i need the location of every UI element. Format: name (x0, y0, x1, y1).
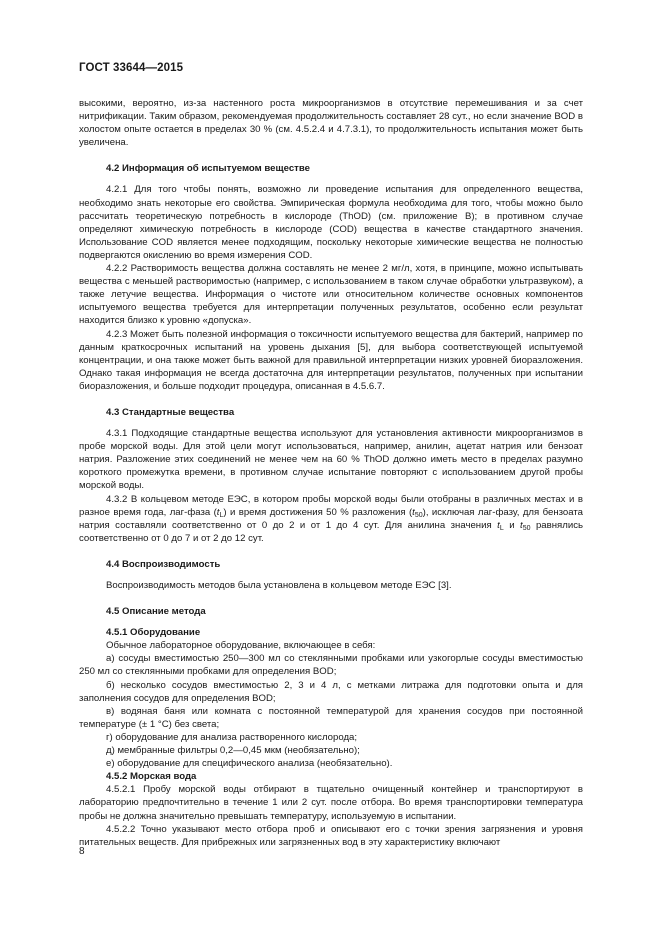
section-heading-4-5: 4.5 Описание метода (106, 606, 206, 618)
document-body (79, 97, 583, 849)
paragraph-4-3-1: 4.3.1 Подходящие стандартные вещества используют для установления активности микроорганизмов в пробе морской воды. Для этой цели могут использоваться, например, анилин, ацетат натрия или бензоат натрия. Разложение этих соединений не менее чем на 60 % ThOD должно иметь место в пределах разумно короткого промежутка времени, в противном случае испытание повторяют с использованием другой пробы морской воды. (79, 428, 583, 492)
list-item-v: в) водяная баня или комната с постоянной температурой для хранения сосудов при постоянной температуре (± 1 °С) без света; (79, 705, 583, 730)
subsection-heading-4-5-2: 4.5.2 Морская вода (106, 771, 197, 783)
paragraph-4-5-2-2: 4.5.2.2 Точно указывают место отбора проб и описывают его с точки зрения загрязнения и уровня питательных веществ. Для прибрежных или загрязненных вод в эту характеристику включают (79, 823, 583, 848)
page-number: 8 (79, 846, 85, 857)
section-heading-4-4: 4.4 Воспроизводимость (106, 558, 221, 570)
paragraph-equipment-intro: Обычное лабораторное оборудование, включающее в себя: (106, 640, 376, 652)
paragraph-4-2-1: 4.2.1 Для того чтобы понять, возможно ли проведение испытания для определенного вещества, необходимо знать некоторые его свойства. Эмпирическая формула необходима для того, чтобы можно было рассчитать теоретическую потребность в кислороде (ThOD) (см. приложение В); в противном случае определяют химическую потребность в кислороде (COD) вещества в качестве стандартного значения. Использование COD является менее подходящим, поскольку некоторые химические вещества не полностью подвергаются окислению во время измерения COD. (79, 184, 583, 261)
list-item-a: а) сосуды вместимостью 250—300 мл со стеклянными пробками или узкогорлые сосуды вместимостью 250 мл со стеклянными пробками для определения BOD; (79, 653, 583, 678)
section-heading-4-2: 4.2 Информация об испытуемом веществе (106, 163, 310, 175)
list-item-g: г) оборудование для анализа растворенного кислорода; (106, 731, 358, 743)
list-item-b: б) несколько сосудов вместимостью 2, 3 и 4 л, с метками литража для подготовки опыта и для заполнения сосудов для определения BOD; (79, 679, 583, 704)
list-item-e: е) оборудование для специфического анализа (необязательно). (106, 758, 393, 770)
paragraph-4-2-2: 4.2.2 Растворимость вещества должна составлять не менее 2 мг/л, хотя, в принципе, можно испытывать вещества с меньшей растворимостью (например, с использованием в таком случае обработки ультразвуком), а также летучие вещества. Информация о чистоте или относительном количестве основных компонентов испытуемого вещества требуется для интерпретации полученных результатов, особенно если результат находится близко к уровню «допуска». (79, 263, 583, 327)
section-heading-4-3: 4.3 Стандартные вещества (106, 406, 235, 418)
paragraph-4-4: Воспроизводимость методов была установлена в кольцевом методе ЕЭС [3]. (106, 580, 452, 591)
paragraph-4-2-3: 4.2.3 Может быть полезной информация о токсичности испытуемого вещества для бактерий, например по данным краткосрочных испытаний на уровень дыхания [5], для выбора соответствующей испытуемой концентрации, и она также может быть важной для правильной интерпретации низких уровней биоразложения. Однако такая информация не всегда достаточна для интерпретации результатов, полученных при испытании биоразложения, и больше подходит процедура, описанная в 4.5.6.7. (79, 328, 583, 392)
paragraph-4-3-2: 4.3.2 В кольцевом методе ЕЭС, в котором пробы морской воды были отобраны в различных местах и в разное время года, лаг-фаза $(t_L)$ и время достижения 50 % разложения $(t_{50})$, исключая лаг-фазу, для бензоата натрия составляли соответственно от 0 до 2 и от 1 до 4 сут. Для анилина значения $t_L$ и $t_{50}$ равнялись соответственно от 0 до 7 и от 2 до 12 сут. (79, 493, 584, 544)
list-item-d: д) мембранные фильтры 0,2—0,45 мкм (необязательно); (106, 745, 360, 757)
paragraph-continuation: высокими, вероятно, из-за настенного роста микроорганизмов в отсутствие перемешивания и за счет нитрификации. Таким образом, рекомендуемая продолжительность составляет 28 сут., но если значение BOD в холостом опыте остается в пределах 30 % (см. 4.5.2.4 и 4.7.3.1), то продолжительность испытания может быть увеличена. (79, 98, 583, 149)
subsection-heading-4-5-1: 4.5.1 Оборудование (106, 627, 201, 639)
document-header: ГОСТ 33644—2015 (79, 62, 184, 74)
paragraph-4-5-2-1: 4.5.2.1 Пробу морской воды отбирают в тщательно очищенный контейнер и транспортируют в лабораторию предпочтительно в течение 1 или 2 сут. после отбора. Во время транспортировки температура пробы не должна значительно превышать температуру, используемую в испытании. (79, 784, 583, 822)
